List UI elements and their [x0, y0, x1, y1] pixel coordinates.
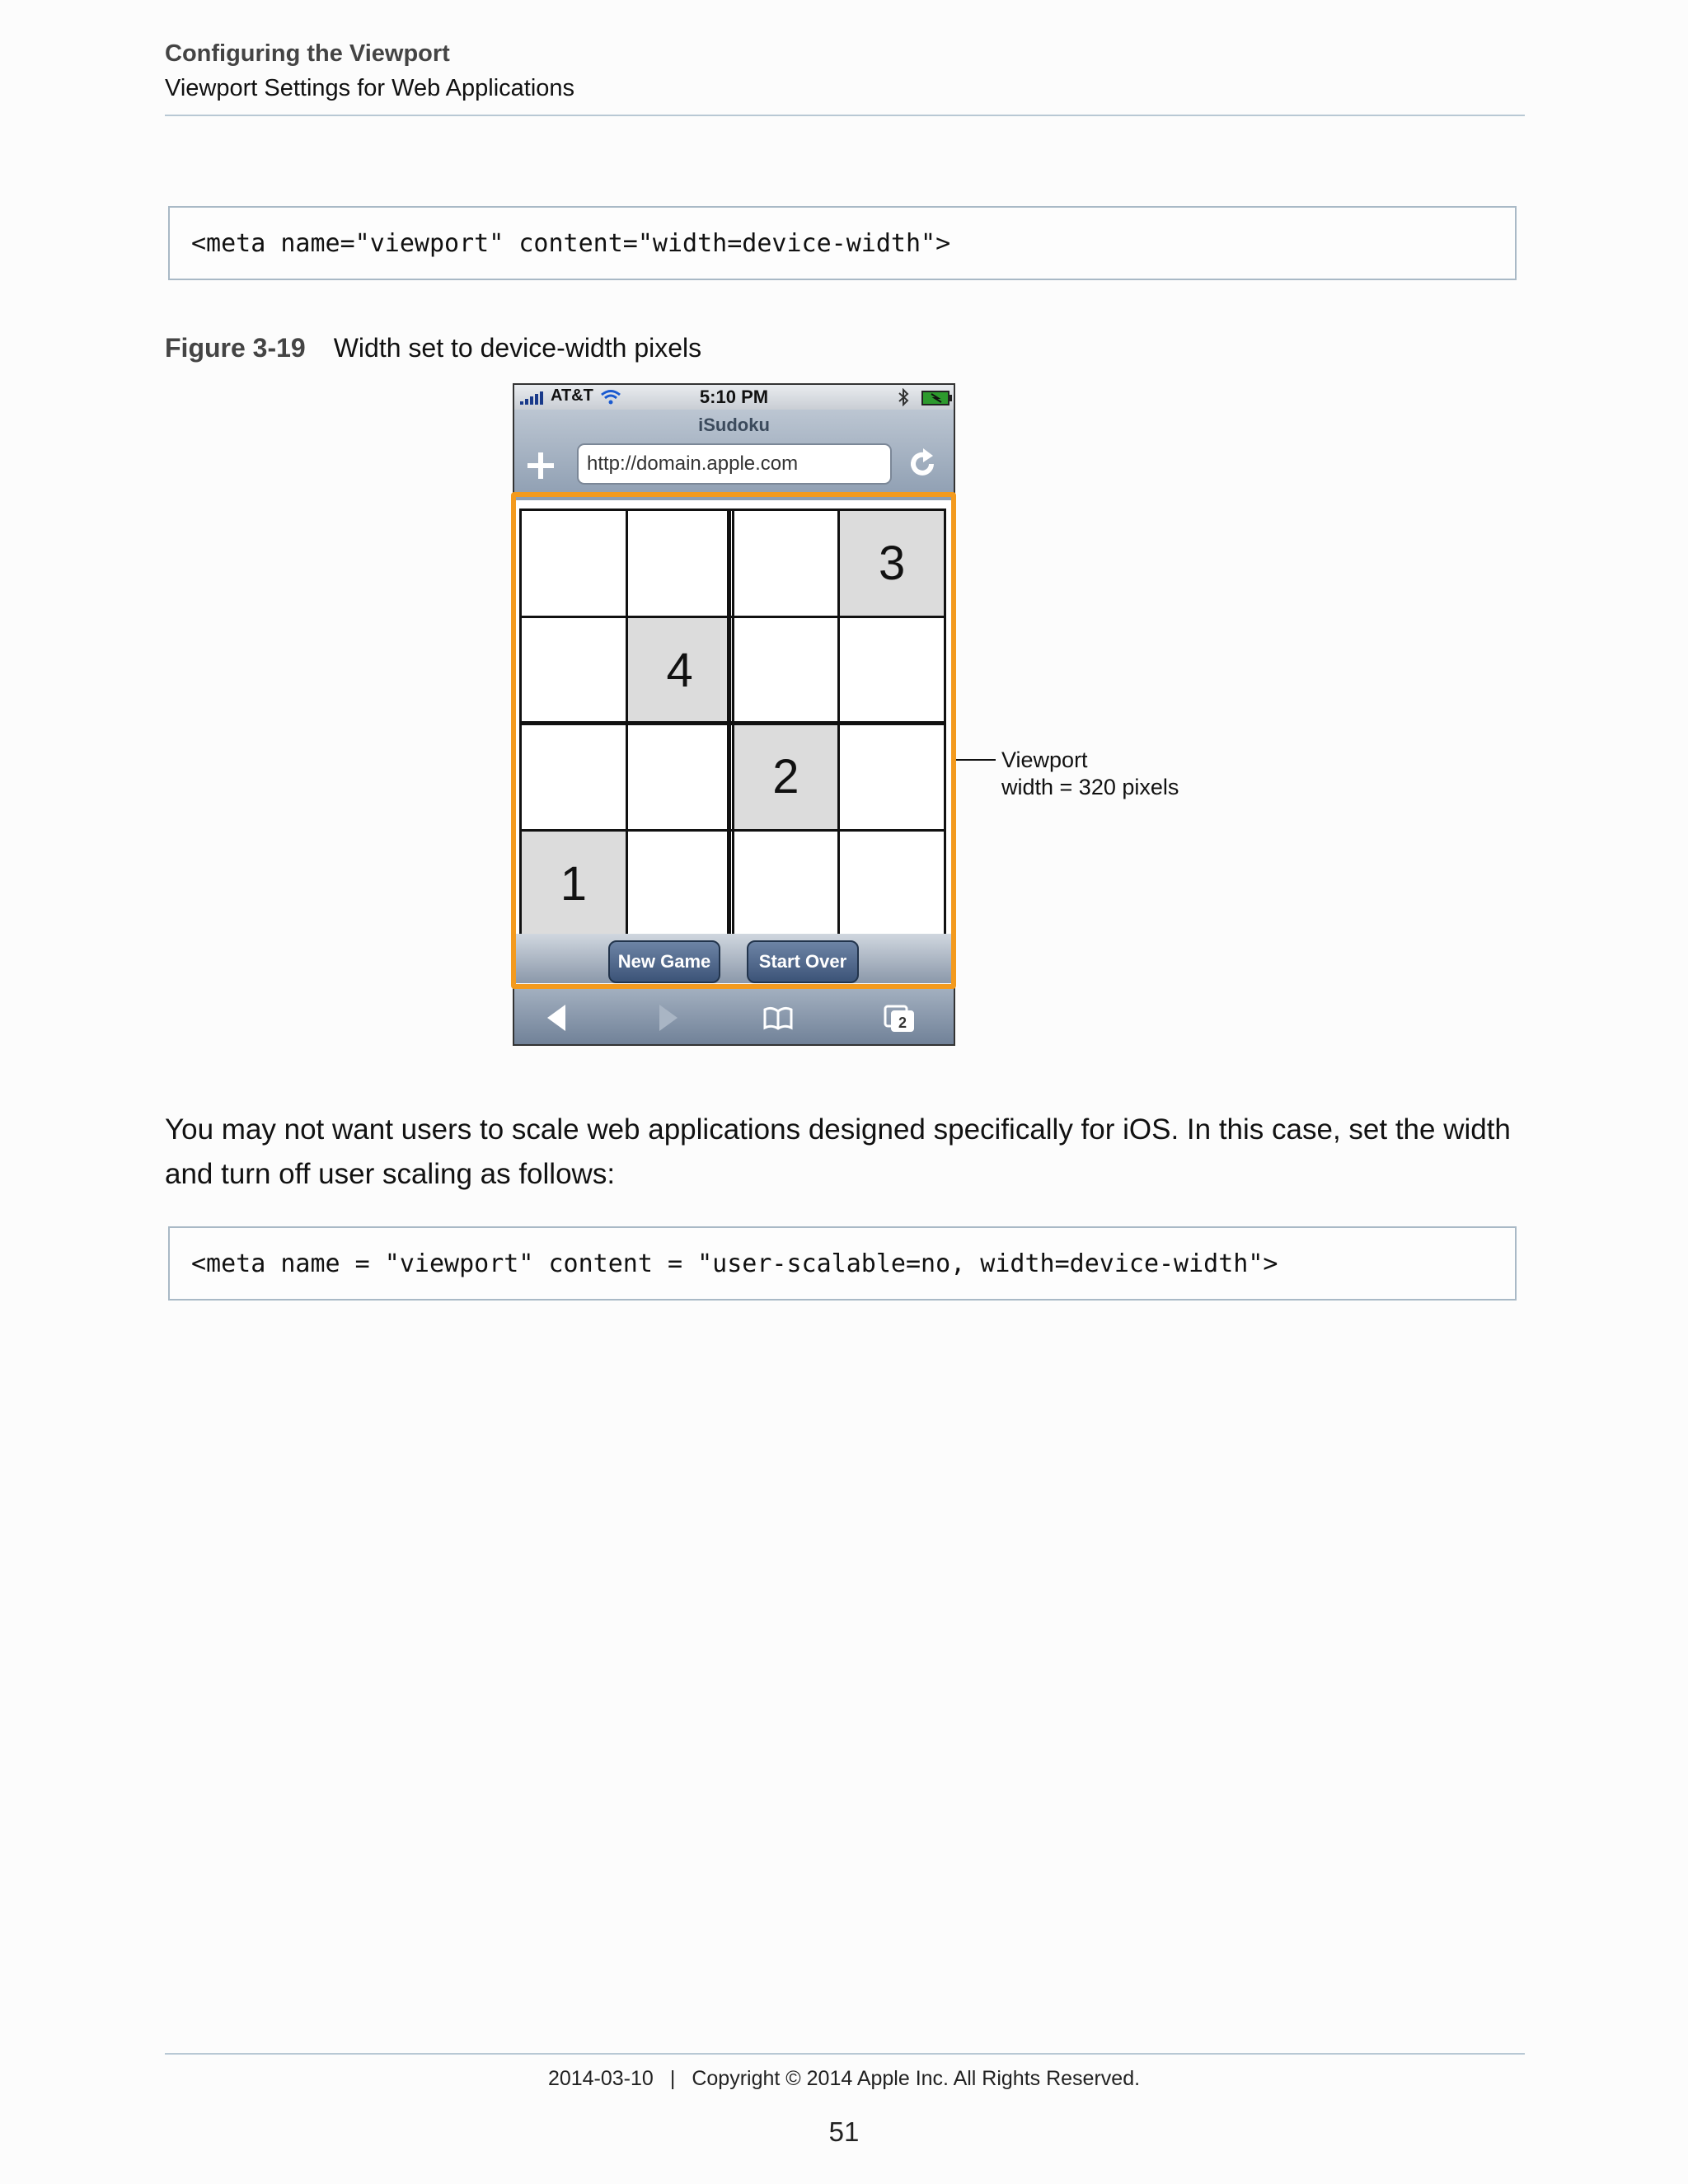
sudoku-cell[interactable] — [840, 618, 944, 723]
page-number: 51 — [828, 2116, 860, 2147]
callout-line-2: width = 320 pixels — [1001, 775, 1179, 799]
footer — [0, 2067, 1688, 2091]
browser-title-bar — [514, 410, 954, 500]
new-game-button[interactable]: New Game — [608, 940, 720, 983]
start-over-button[interactable]: Start Over — [747, 940, 859, 983]
footer-separator: | — [669, 2067, 676, 2090]
body-paragraph: You may not want users to scale web applications designed specifically for iOS. In this case, set the width and turn off user scaling as follows: — [165, 1113, 1511, 1190]
figure-caption-text: Width set to device-width pixels — [333, 333, 702, 363]
sudoku-cell[interactable]: 1 — [522, 832, 626, 936]
footer-copyright: Copyright © 2014 Apple Inc. All Rights Reserved. — [692, 2067, 1141, 2090]
code-sample-2 — [168, 1226, 1517, 1301]
code-text: <meta name = "viewport" content = "user-scalable=no, width=device-width"> — [191, 1249, 1278, 1278]
phone-screenshot — [513, 383, 955, 1046]
battery-icon — [921, 391, 953, 405]
section-title: Viewport Settings for Web Applications — [165, 75, 575, 101]
sudoku-cell[interactable]: 2 — [734, 725, 838, 830]
sudoku-cell[interactable] — [522, 618, 626, 723]
running-header — [165, 36, 1525, 105]
figure-number: Figure 3-19 — [165, 333, 306, 363]
figure-caption — [165, 330, 701, 366]
status-time: 5:10 PM — [699, 387, 769, 407]
add-icon[interactable] — [524, 449, 557, 482]
sudoku-cell[interactable] — [734, 511, 838, 616]
browser-toolbar — [514, 988, 954, 1046]
chapter-title: Configuring the Viewport — [165, 40, 450, 67]
code-sample-1 — [168, 206, 1517, 280]
callout-line-1: Viewport — [1001, 748, 1088, 772]
sudoku-cell[interactable] — [628, 511, 732, 616]
header-rule — [165, 115, 1525, 116]
grid-divider-horizontal — [519, 721, 946, 725]
sudoku-cell[interactable] — [734, 832, 838, 936]
bookmarks-icon[interactable] — [762, 1001, 795, 1034]
sudoku-cell[interactable] — [628, 832, 732, 936]
forward-icon[interactable] — [651, 1001, 684, 1034]
page-title: iSudoku — [698, 415, 770, 435]
bluetooth-icon — [897, 388, 910, 406]
sudoku-cell[interactable]: 3 — [840, 511, 944, 616]
pages-count: 2 — [898, 1015, 907, 1031]
sudoku-board-area — [514, 500, 954, 954]
viewport-callout — [1001, 747, 1179, 801]
sudoku-cell[interactable] — [522, 725, 626, 830]
callout-leader — [956, 759, 996, 761]
pages-icon[interactable] — [882, 1001, 915, 1034]
sudoku-cell[interactable]: 4 — [628, 618, 732, 723]
code-text: <meta name="viewport" content="width=device-width"> — [191, 228, 951, 258]
sudoku-cell[interactable] — [522, 511, 626, 616]
game-button-bar — [514, 934, 954, 983]
back-icon[interactable] — [541, 1001, 574, 1034]
status-bar — [514, 385, 954, 410]
footer-rule — [165, 2053, 1525, 2055]
sudoku-cell[interactable] — [840, 725, 944, 830]
url-field[interactable]: http://domain.apple.com — [577, 443, 892, 485]
sudoku-cell[interactable] — [734, 618, 838, 723]
sudoku-cell[interactable] — [840, 832, 944, 936]
carrier-label: AT&T — [551, 387, 593, 405]
reload-icon[interactable] — [907, 446, 940, 482]
footer-date: 2014-03-10 — [547, 2067, 654, 2090]
sudoku-cell[interactable] — [628, 725, 732, 830]
